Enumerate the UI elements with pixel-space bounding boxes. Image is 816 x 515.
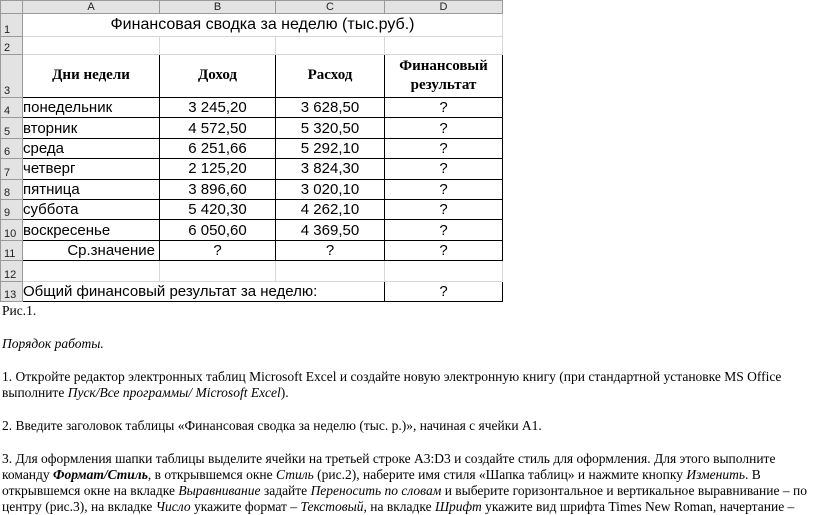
table-row [1, 97, 503, 117]
expense-cell[interactable]: 4 369,50 [276, 220, 385, 240]
day-cell[interactable]: понедельник [23, 97, 160, 117]
row-header[interactable]: 9 [1, 199, 23, 219]
cell-d2[interactable] [385, 36, 503, 54]
row-header-3[interactable]: 3 [1, 55, 23, 98]
figure-caption: Рис.1. [2, 303, 37, 318]
sheet-row-12 [1, 261, 503, 281]
header-expense[interactable]: Расход [276, 55, 385, 98]
income-cell[interactable]: 3 245,20 [160, 97, 276, 117]
select-all-corner[interactable] [1, 1, 23, 14]
table-row [1, 138, 503, 158]
header-result[interactable] [385, 55, 503, 98]
cell-c12[interactable] [276, 261, 385, 281]
result-cell[interactable]: ? [385, 179, 503, 199]
expense-cell[interactable]: 3 628,50 [276, 97, 385, 117]
row-header-12[interactable]: 12 [1, 261, 23, 281]
sheet-row-3 [1, 55, 503, 98]
row-header-1[interactable]: 1 [1, 14, 23, 36]
total-row [1, 281, 503, 301]
result-cell[interactable]: ? [385, 220, 503, 240]
result-cell[interactable]: ? [385, 199, 503, 219]
row-header[interactable]: 5 [1, 118, 23, 138]
expense-cell[interactable]: 5 292,10 [276, 138, 385, 158]
step-3: 3. Для оформления шапки таблицы выделите ячейки на третьей строке A3:D3 и создайте стиль для оформления. Для этого выполните команду Формат/Стиль, в открывшемся окне Стиль (рис.2), наберите имя стиля «Шапка таблиц» и нажмите кнопку Изменить. В открывшемся окне на вкладке Выравнивание задайте Переносить по словам и выберите горизонтальное и вертикальное выравнивание – по центру (рис.3), на вкладке Число укажите формат – Текстовый, на вкладке Шрифт укажите вид шрифта Times New Roman, начертание – [2, 451, 807, 514]
row-header[interactable]: 10 [1, 220, 23, 240]
table-title-cell[interactable]: Финансовая сводка за неделю (тыс.руб.) [23, 14, 503, 36]
header-result-line2: результат [410, 76, 477, 93]
table-row [1, 220, 503, 240]
average-row [1, 240, 503, 260]
table-row [1, 179, 503, 199]
day-cell[interactable]: суббота [23, 199, 160, 219]
average-result[interactable]: ? [385, 240, 503, 260]
step-1: 1. Откройте редактор электронных таблиц Microsoft Excel и создайте новую электронную книгу (при стандартной установке MS Office выполните Пуск/Все программы/ Microsoft Excel). [2, 369, 782, 400]
cell-b2[interactable] [160, 36, 276, 54]
cell-a2[interactable] [23, 36, 160, 54]
result-cell[interactable]: ? [385, 138, 503, 158]
column-header-b[interactable]: B [160, 1, 276, 14]
day-cell[interactable]: четверг [23, 159, 160, 179]
expense-cell[interactable]: 3 824,30 [276, 159, 385, 179]
header-income[interactable]: Доход [160, 55, 276, 98]
spreadsheet [0, 0, 503, 302]
procedure-heading: Порядок работы. [2, 336, 104, 351]
header-days[interactable]: Дни недели [23, 55, 160, 98]
income-cell[interactable]: 6 050,60 [160, 220, 276, 240]
income-cell[interactable]: 3 896,60 [160, 179, 276, 199]
table-row [1, 199, 503, 219]
result-cell[interactable]: ? [385, 118, 503, 138]
cell-c2[interactable] [276, 36, 385, 54]
table-row [1, 118, 503, 138]
sheet-row-2 [1, 36, 503, 54]
row-header-2[interactable]: 2 [1, 36, 23, 54]
day-cell[interactable]: пятница [23, 179, 160, 199]
table-row [1, 159, 503, 179]
average-label[interactable]: Ср.значение [23, 240, 160, 260]
row-header[interactable]: 6 [1, 138, 23, 158]
day-cell[interactable]: среда [23, 138, 160, 158]
row-header-11[interactable]: 11 [1, 240, 23, 260]
expense-cell[interactable]: 4 262,10 [276, 199, 385, 219]
row-header[interactable]: 7 [1, 159, 23, 179]
total-value[interactable]: ? [385, 281, 503, 301]
income-cell[interactable]: 6 251,66 [160, 138, 276, 158]
income-cell[interactable]: 2 125,20 [160, 159, 276, 179]
cell-a12[interactable] [23, 261, 160, 281]
sheet-row-1 [1, 14, 503, 36]
document-text [2, 303, 812, 515]
day-cell[interactable]: вторник [23, 118, 160, 138]
cell-d12[interactable] [385, 261, 503, 281]
expense-cell[interactable]: 3 020,10 [276, 179, 385, 199]
column-header-d[interactable]: D [385, 1, 503, 14]
row-header[interactable]: 8 [1, 179, 23, 199]
row-header-13[interactable]: 13 [1, 281, 23, 301]
header-result-line1: Финансовый [399, 57, 488, 74]
column-header-a[interactable]: A [23, 1, 160, 14]
step-2: 2. Введите заголовок таблицы «Финансовая сводка за неделю (тыс. р.)», начиная с ячейки A1. [2, 418, 542, 433]
income-cell[interactable]: 5 420,30 [160, 199, 276, 219]
average-expense[interactable]: ? [276, 240, 385, 260]
expense-cell[interactable]: 5 320,50 [276, 118, 385, 138]
column-header-c[interactable]: C [276, 1, 385, 14]
income-cell[interactable]: 4 572,50 [160, 118, 276, 138]
total-label[interactable]: Общий финансовый результат за неделю: [23, 281, 385, 301]
day-cell[interactable]: воскресенье [23, 220, 160, 240]
result-cell[interactable]: ? [385, 159, 503, 179]
cell-b12[interactable] [160, 261, 276, 281]
result-cell[interactable]: ? [385, 97, 503, 117]
column-header-row [1, 1, 503, 14]
average-income[interactable]: ? [160, 240, 276, 260]
row-header[interactable]: 4 [1, 97, 23, 117]
